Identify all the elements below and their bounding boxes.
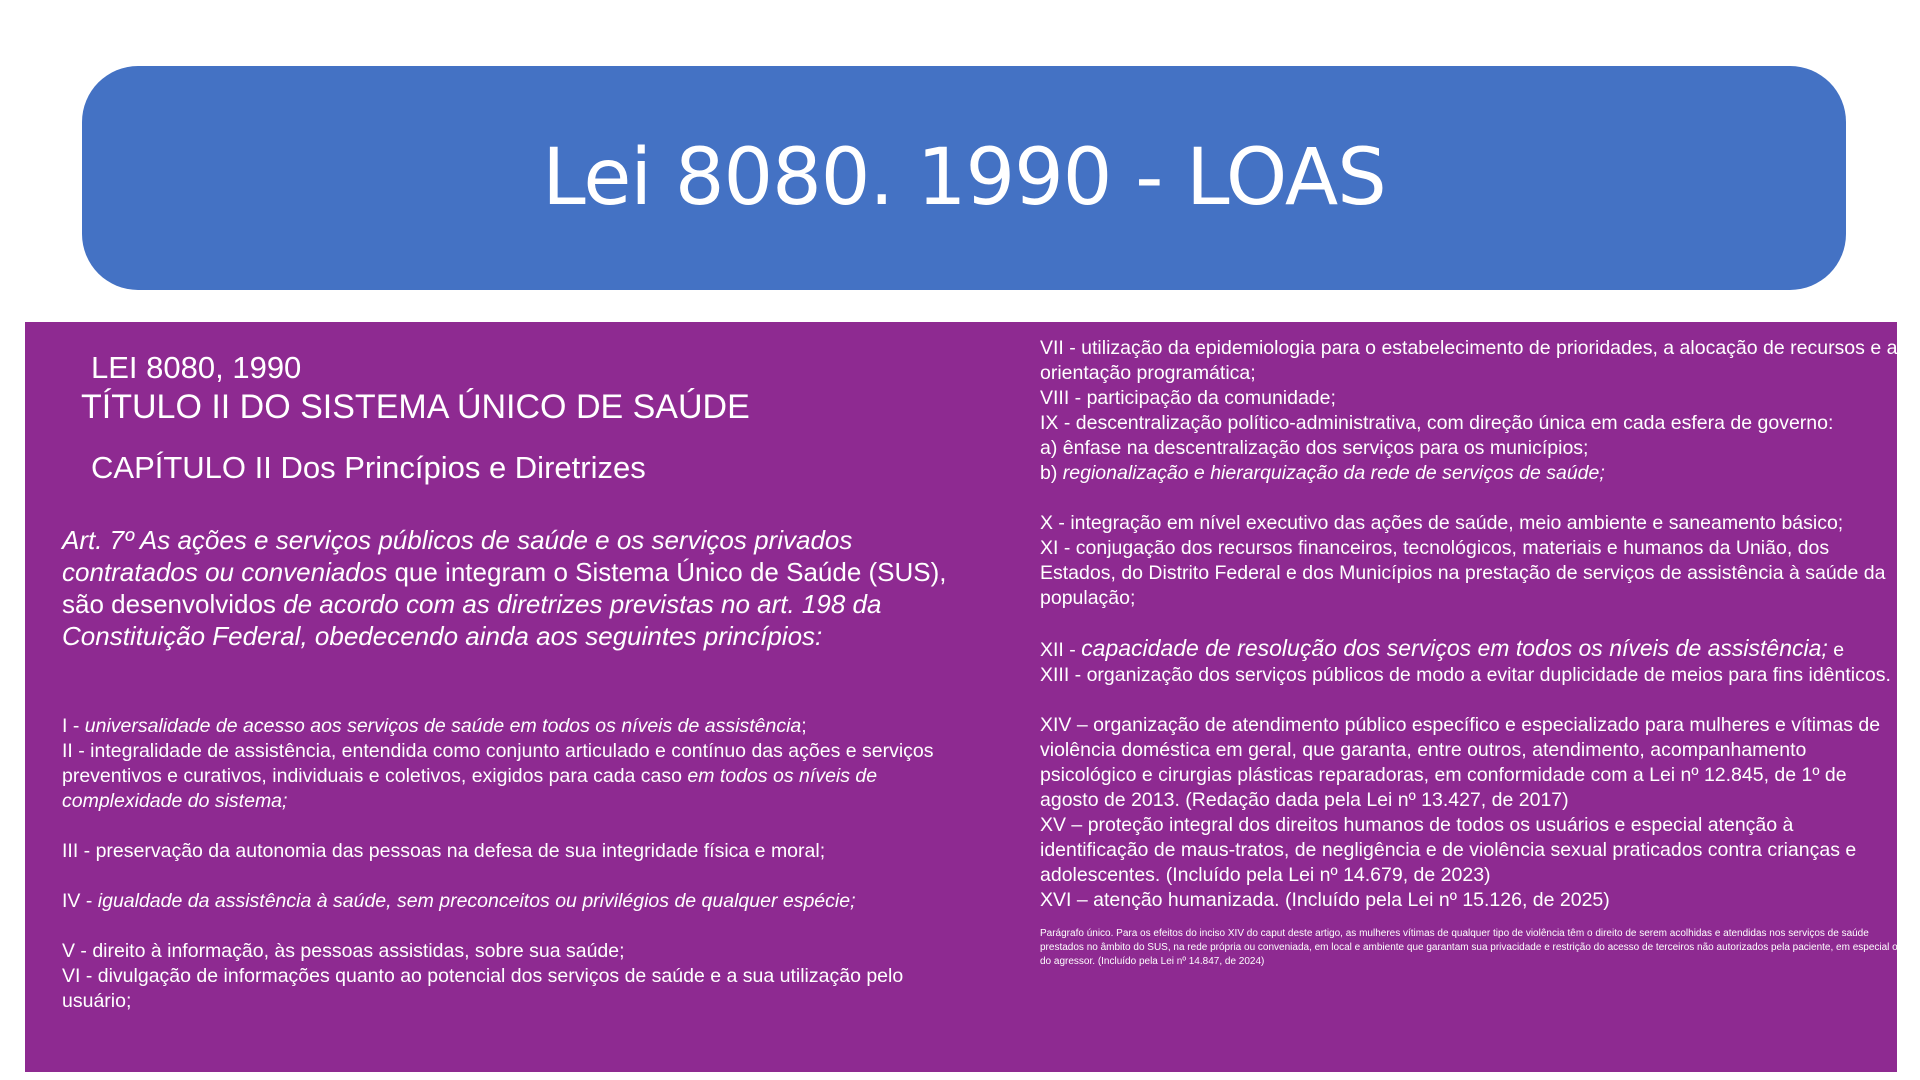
intro-italic-2: de acordo com as diretrizes previstas no art. 198 da Constituição Federal, obedecendo ainda aos seguintes princípios: bbox=[62, 589, 882, 651]
law-heading: LEI 8080, 1990 bbox=[91, 350, 302, 385]
principles-list-left bbox=[62, 714, 962, 1014]
principle-vi: VI - divulgação de informações quanto ao potencial dos serviços de saúde e a sua utilização pelo usuário; bbox=[62, 965, 904, 1012]
content-panel bbox=[25, 322, 1897, 1072]
principle-xii-suffix: e bbox=[1827, 639, 1845, 661]
principle-i bbox=[62, 714, 962, 739]
principle-xiv: XIV – organização de atendimento público específico e especializado para mulheres e vítimas de violência doméstica em geral, que garanta, entre outros, atendimento, acompanhamento psicológico e cirurgias plásticas reparadoras, em conformidade com a Lei nº 12.845, de 1º de agosto de 2013. (Redação dada pela Lei nº 13.427, de 2017) bbox=[1040, 714, 1881, 811]
principle-xi: XI - conjugação dos recursos financeiros, tecnológicos, materiais e humanos da União, dos Estados, do Distrito Federal e dos Municípios na prestação de serviços de assistência à saúde da população; bbox=[1040, 537, 1886, 609]
principle-i-suffix: ; bbox=[801, 715, 807, 737]
principle-vii: VII - utilização da epidemiologia para o estabelecimento de prioridades, a alocação de recursos e a orientação programática; bbox=[1040, 337, 1898, 384]
principle-xvi: XVI – atenção humanizada. (Incluído pela Lei nº 15.126, de 2025) bbox=[1040, 889, 1610, 911]
principle-xii-prefix: XII - bbox=[1040, 639, 1082, 661]
title-heading: TÍTULO II DO SISTEMA ÚNICO DE SAÚDE bbox=[81, 388, 750, 426]
principle-iv-text: igualdade da assistência à saúde, sem preconceitos ou privilégios de qualquer espécie; bbox=[97, 890, 856, 912]
principle-ii bbox=[62, 739, 962, 814]
article-intro bbox=[62, 524, 962, 652]
principle-x: X - integração em nível executivo das ações de saúde, meio ambiente e saneamento básico; bbox=[1040, 512, 1844, 534]
principle-ix-b-text: regionalização e hierarquização da rede de serviços de saúde; bbox=[1062, 462, 1605, 484]
intro-italic-1: Art. 7º As ações e serviços públicos de saúde e os serviços privados contratados ou conveniados bbox=[62, 525, 853, 587]
principle-iv-prefix: IV - bbox=[62, 890, 98, 912]
slide-title: Lei 8080. 1990 - LOAS bbox=[542, 133, 1386, 223]
principle-i-prefix: I - bbox=[62, 715, 85, 737]
paragraph-footnote: Parágrafo único. Para os efeitos do inciso XIV do caput deste artigo, as mulheres vítimas de qualquer tipo de violência têm o direito de serem acolhidas e atendidas nos serviços de saúde prestados no âmbito do SUS, na rede própria ou conveniada, em local e ambiente que garantam sua privacidade e restrição do acesso de terceiros não autorizados pela paciente, em especial o do agressor. (Incluído pela Lei nº 14.847, de 2024) bbox=[1040, 928, 1898, 967]
intro-plain: que integram o Sistema Único de Saúde (SUS), são desenvolvidos bbox=[62, 557, 947, 619]
principle-xv: XV – proteção integral dos direitos humanos de todos os usuários e especial atenção à identificação de maus-tratos, de negligência e de violência sexual praticados contra crianças e adolescentes. (Incluído pela Lei nº 14.679, de 2023) bbox=[1040, 814, 1857, 886]
principle-ix-b bbox=[1040, 461, 1900, 486]
principle-ii-italic: em todos os níveis de complexidade do sistema; bbox=[62, 765, 878, 812]
principle-xii bbox=[1040, 636, 1900, 663]
principle-xii-text: capacidade de resolução dos serviços em todos os níveis de assistência; bbox=[1081, 635, 1828, 661]
principle-ix: IX - descentralização político-administrativa, com direção única em cada esfera de governo: bbox=[1040, 412, 1834, 434]
principle-i-text: universalidade de acesso aos serviços de saúde em todos os níveis de assistência bbox=[84, 715, 802, 737]
principle-ix-b-prefix: b) bbox=[1040, 462, 1063, 484]
chapter-heading: CAPÍTULO II Dos Princípios e Diretrizes bbox=[91, 450, 646, 485]
principle-ix-a: a) ênfase na descentralização dos serviços para os municípios; bbox=[1040, 437, 1589, 459]
title-banner bbox=[82, 66, 1846, 290]
principle-xiii: XIII - organização dos serviços públicos de modo a evitar duplicidade de meios para fins idênticos. bbox=[1040, 664, 1891, 686]
principle-viii: VIII - participação da comunidade; bbox=[1040, 387, 1336, 409]
principle-v: V - direito à informação, às pessoas assistidas, sobre sua saúde; bbox=[62, 940, 625, 962]
principle-iv bbox=[62, 889, 962, 914]
principle-ii-text: II - integralidade de assistência, entendida como conjunto articulado e contínuo das ações e serviços preventivos e curativos, individuais e coletivos, exigidos para cada caso bbox=[62, 740, 934, 787]
principles-list-right bbox=[1040, 336, 1900, 969]
principle-iii: III - preservação da autonomia das pessoas na defesa de sua integridade física e moral; bbox=[62, 840, 826, 862]
